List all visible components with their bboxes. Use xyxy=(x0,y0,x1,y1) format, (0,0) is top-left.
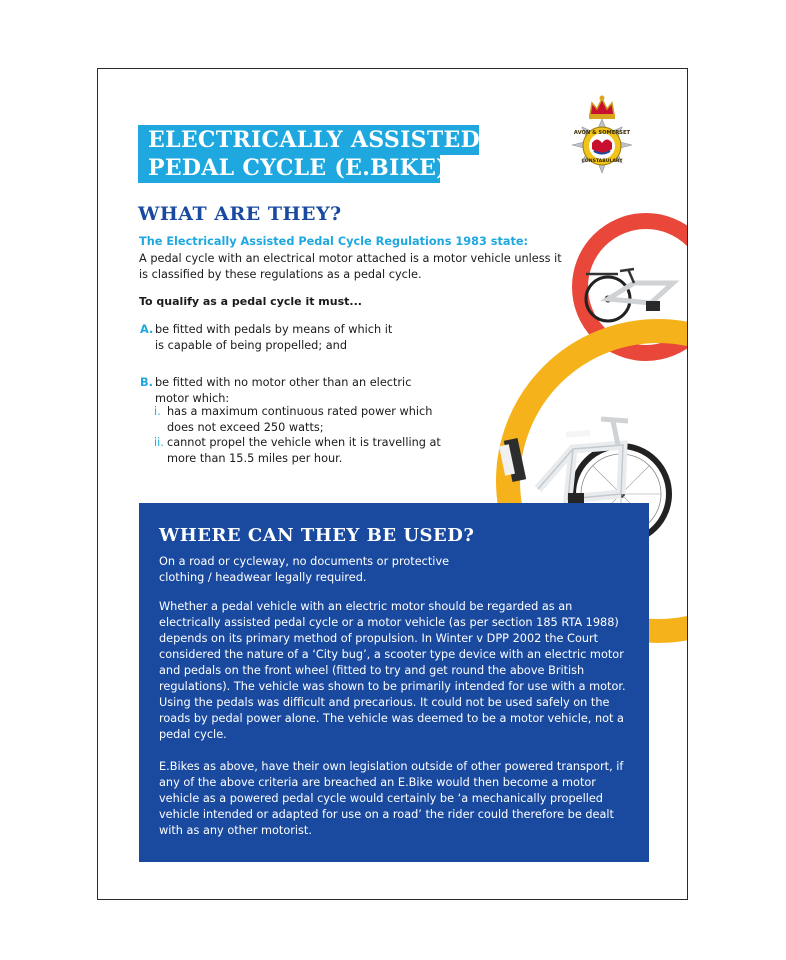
page-title-line-1: ELECTRICALLY ASSISTED xyxy=(138,125,479,155)
page-title-line-2: PEDAL CYCLE (E.BIKE) xyxy=(138,153,440,183)
small-ebike-icon xyxy=(586,269,673,321)
item-marker: A. xyxy=(140,323,154,336)
subitem-marker: i. xyxy=(154,405,161,418)
subitem-text: cannot propel the vehicle when it is travelling at more than 15.5 miles per hour. xyxy=(167,436,441,465)
subitem-text: has a maximum continuous rated power which does not exceed 250 watts; xyxy=(167,405,433,434)
item-text: be fitted with no motor other than an electric motor which: xyxy=(155,376,412,405)
item-text: be fitted with pedals by means of which it is capable of being propelled; and xyxy=(155,323,393,352)
criteria-subitem-i xyxy=(154,404,437,436)
svg-text:CONSTABULARY: CONSTABULARY xyxy=(581,159,623,164)
crown-icon xyxy=(589,96,615,120)
regulation-title: The Electrically Assisted Pedal Cycle Regulations 1983 state: xyxy=(139,235,529,248)
criteria-subitem-ii xyxy=(154,435,457,467)
where-used-heading: WHERE CAN THEY BE USED? xyxy=(159,525,475,546)
what-are-they-heading: WHAT ARE THEY? xyxy=(138,203,342,225)
where-paragraph-2: Whether a pedal vehicle with an electric motor should be regarded as an electrically assisted pedal cycle or a motor vehicle (as per section 185 RTA 1988) depends on its primary method of propulsion. In Winter v DPP 2002 the Court considered the nature of a ‘City bug’, a scooter type device with an electric motor and pedals on the front wheel (fitted to try and get round the above British regulations). The vehicle was shown to be primarily intended for use with a motor. Using the pedals was difficult and precarious. It could not be used safely on the roads by pedal power alone. The vehicle was deemed to be a motor vehicle, not a pedal cycle. xyxy=(159,600,626,741)
red-ring xyxy=(580,221,687,353)
qualify-heading: To qualify as a pedal cycle it must... xyxy=(139,295,362,308)
criteria-item-a xyxy=(140,322,395,354)
regulation-lead-text: A pedal cycle with an electrical motor attached is a motor vehicle unless it is classified by these regulations as a pedal cycle. xyxy=(139,252,562,281)
criteria-item-b xyxy=(140,375,435,407)
leaflet-page xyxy=(97,68,688,900)
subitem-marker: ii. xyxy=(154,436,164,449)
item-marker: B. xyxy=(140,376,153,389)
constabulary-badge-logo xyxy=(562,93,642,193)
svg-text:AVON & SOMERSET: AVON & SOMERSET xyxy=(573,130,631,136)
where-paragraph-1: On a road or cycleway, no documents or protective clothing / headwear legally required. xyxy=(159,555,450,584)
where-paragraph-3: E.Bikes as above, have their own legislation outside of other powered transport, if any of the above criteria are breached an E.Bike would then become a motor vehicle as a powered pedal cycle would certainly be ‘a mechanically propelled vehicle intended or adapted for use on a road’ the rider could therefore be dealt with as any other motorist. xyxy=(159,760,624,837)
